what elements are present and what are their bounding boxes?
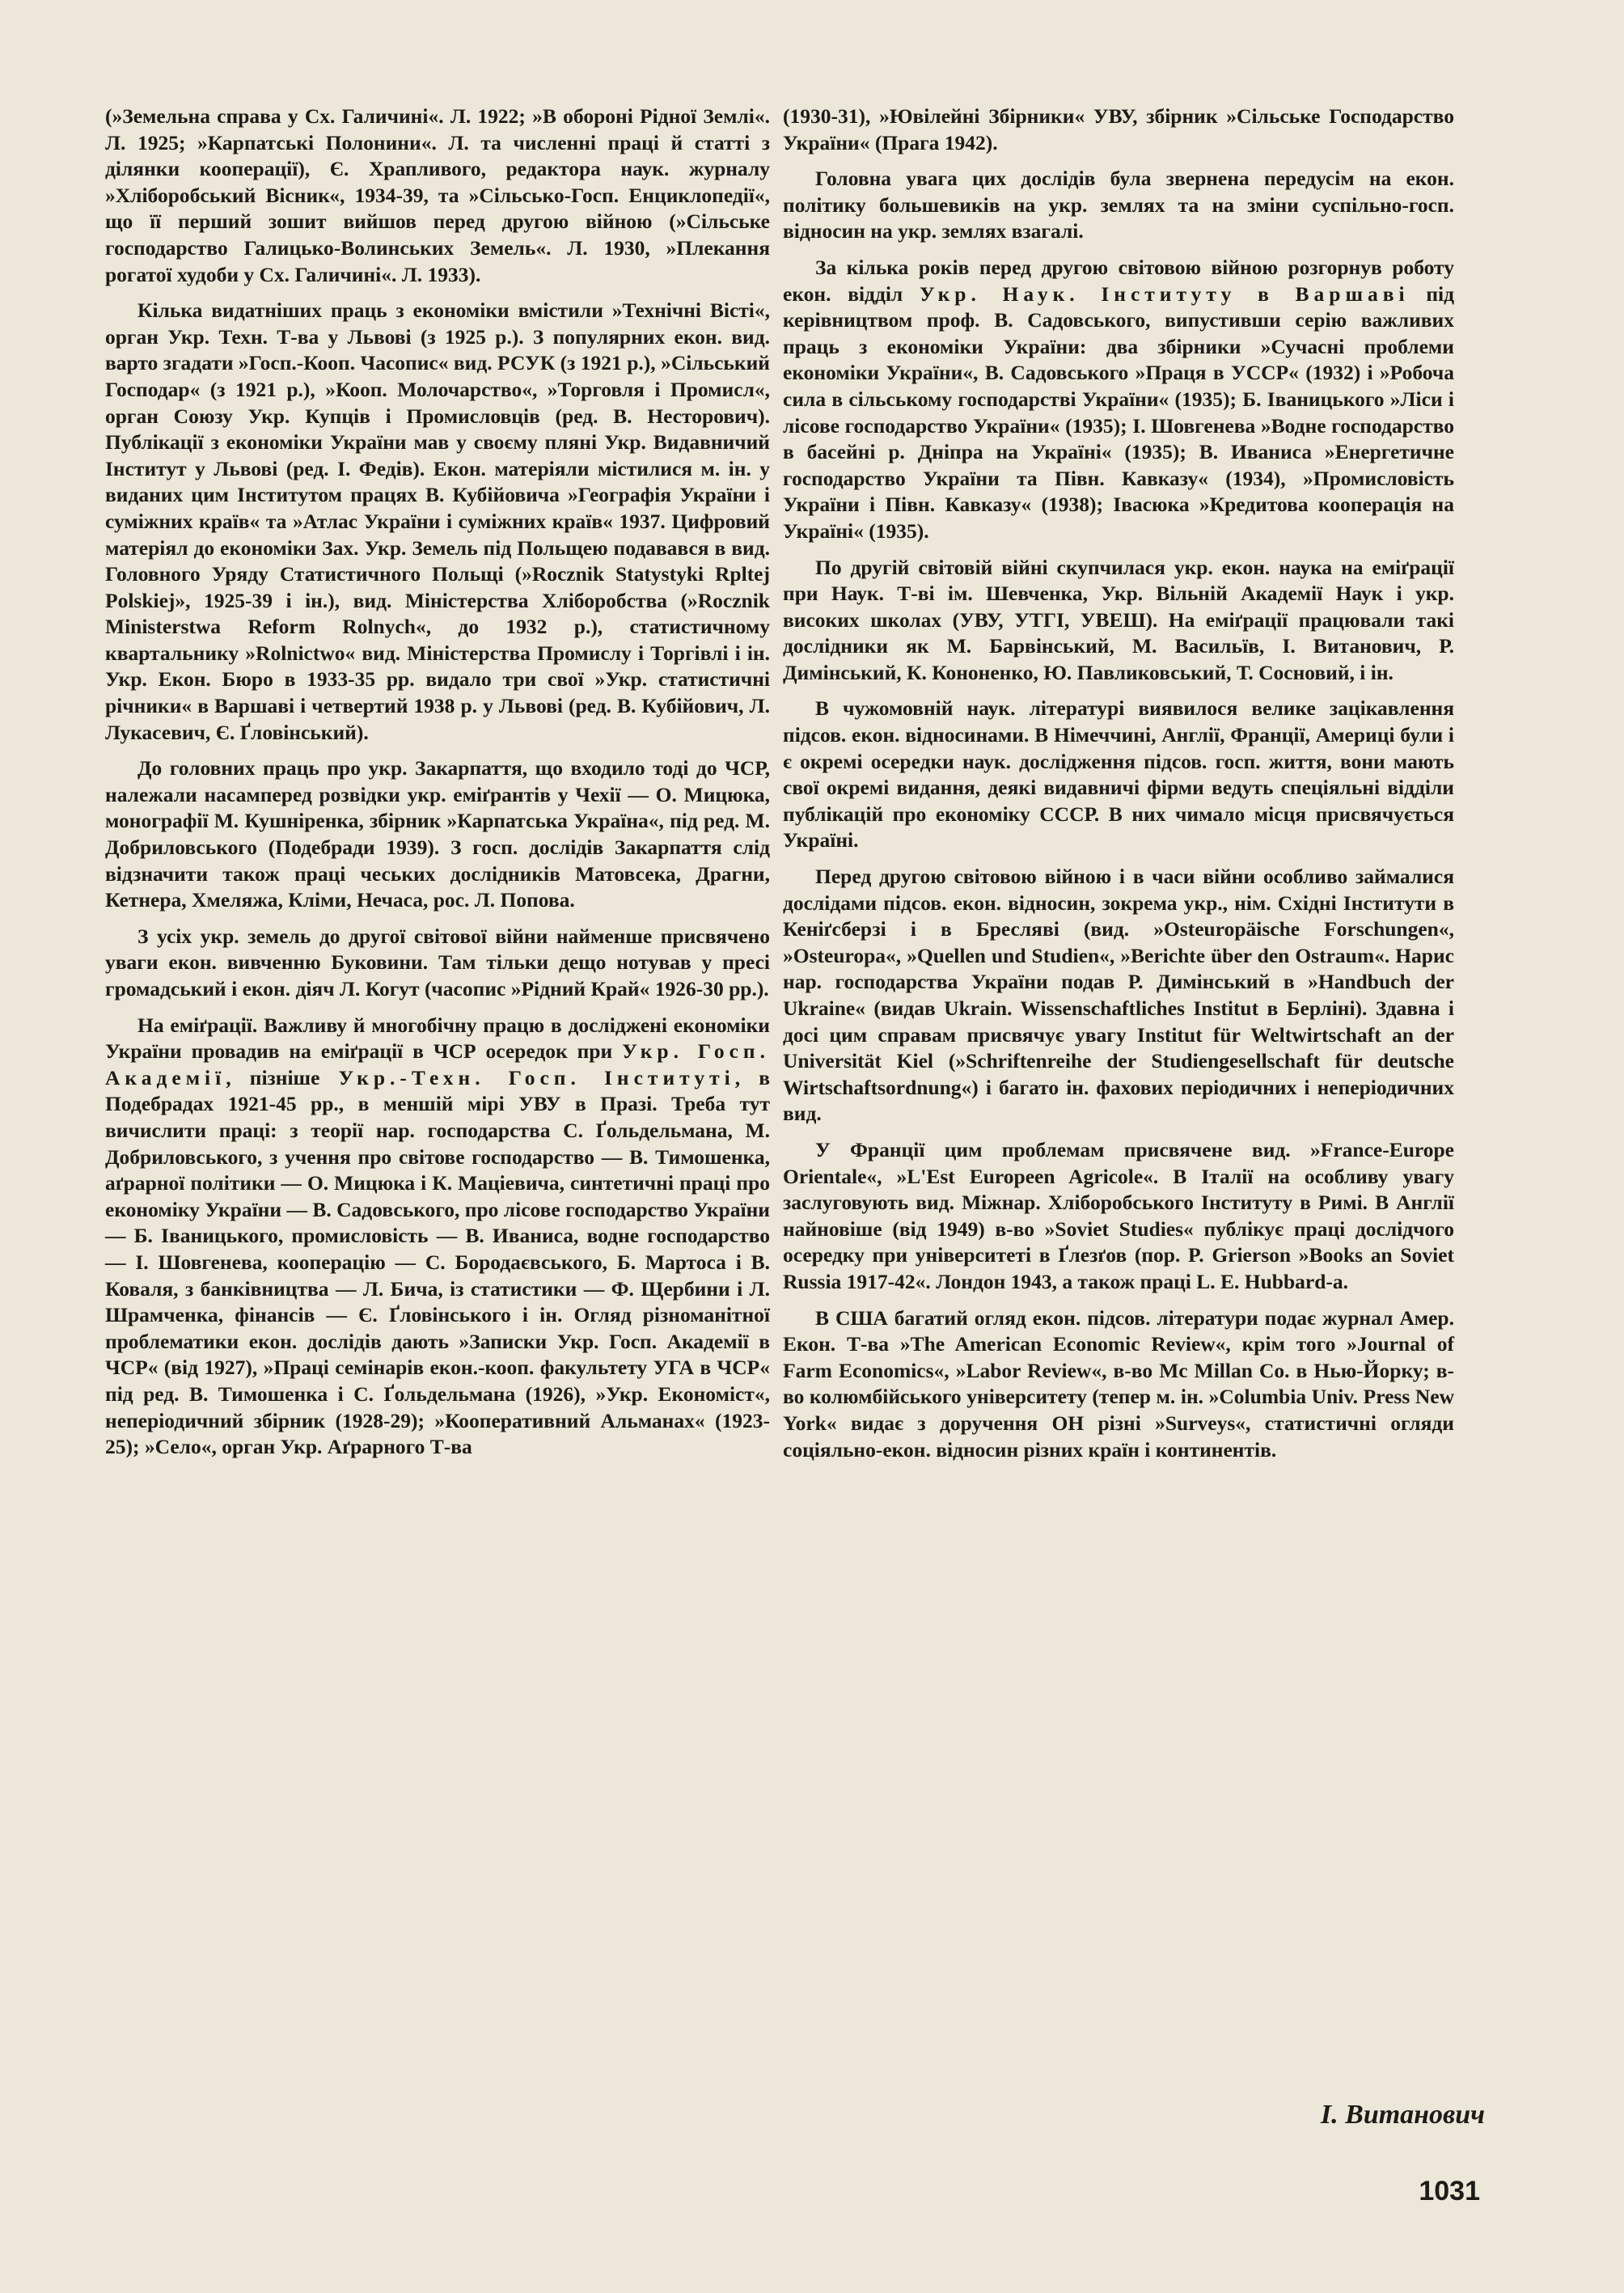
paragraph-r1: (1930-31), »Ювілейні Збірники« УВУ, збірник »Сільське Господарство України« (Прага 1942). [783, 104, 1454, 154]
paragraph-r5: В чужомовній наук. літературі виявилося велике зацікавлення підсов. екон. відносинами. В Німеччині, Англії, Франції, Америці були і є окремі осередки наук. дослідження підсов. госп. життя, вони мають свої окремі видання, деякі видавничі фірми ведуть спеціяльні відділи публікацій про економіку СССР. В них чимало місця присвячується Україні. [783, 696, 1454, 852]
author-signature: І. Витанович [1320, 2100, 1485, 2130]
right-column [783, 104, 1454, 1473]
paragraph-l3: До головних праць про укр. Закарпаття, що входило тоді до ЧСР, належали насамперед розвідки укр. еміґрантів у Чехії — О. Мицюка, монографії М. Кушніренка, збірник »Карпатська Україна«, під ред. М. Добриловського (Подебради 1939). З госп. дослідів Закарпаття слід відзначити також праці чеських дослідників Матовсека, Драгни, Кетнера, Хмеляжа, Кліми, Нечаса, рос. Л. Попова. [105, 756, 770, 912]
paragraph-r4: По другій світовій війні скупчилася укр. екон. наука на еміґрації при Наук. Т-ві ім. Шевченка, Укр. Вільній Академії Наук і укр. високих школах (УВУ, УТГІ, УВЕШ). На еміґрації працювали такі дослідники як М. Барвінський, М. Васильїв, І. Витанович, Р. Димінський, К. Кононенко, Ю. Павликовський, Т. Сосновий, і ін. [783, 555, 1454, 684]
paragraph-r8: В США багатий огляд екон. підсов. літератури подає журнал Амер. Екон. Т-ва »The American Economic Review«, крім того »Journal of Farm Economics«, »Labor Review«, в-во Mc Millan Co. в Нью-Йорку; в-во колюмбійського університету (тепер м. ін. »Columbia Univ. Press New York« видає з доручення ОН різні »Surveys«, статистичні огляди соціяльно-екон. відносин різних країн і континентів. [783, 1305, 1454, 1462]
paragraph-r2: Головна увага цих дослідів була звернена передусім на екон. політику большевиків на укр. землях та на зміни суспільно-госп. відносин на укр. землях взагалі. [783, 167, 1454, 243]
spaced-name: Укр. Госп. Академії [105, 1039, 770, 1089]
paragraph-l4: З усіх укр. земель до другої світової війни найменше присвячено уваги екон. вивченню Буковини. Там тільки дещо нотував у пресі громадський і екон. діяч Л. Когут (часопис »Рідний Край« 1926-30 рр.). [105, 924, 770, 1001]
paragraph-r6: Перед другою світовою війною і в часи війни особливо займалися дослідами підсов. екон. відносин, зокрема укр., нім. Східні Інститути в Кеніґсберзі і в Бресляві (вид. »Osteuropäische Forschungen«, »Osteuropa«, »Quellen und Studien«, »Berichte über den Ostraum«. Нарис нар. господарства України подав Р. Димінський в »Handbuch der Ukraine« (видав Ukrain. Wissenschaftliches Institut в Берліні). Здавна і досі цим справам присвячує увагу Institut für Weltwirtschaft an der Universität Kiel (»Schriftenreihe der Studiengesellschaft für deutsche Wirtschaftsordnung«) і багато ін. фахових періодичних і неперіодичних вид. [783, 865, 1454, 1126]
spaced-name: Укр.-Техн. Госп. Інституті [338, 1065, 735, 1089]
paragraph-l1: (»Земельна справа у Сх. Галичині«. Л. 1922; »В обороні Рідної Землі«. Л. 1925; »Карпатські Полонини«. Л. та численні праці й статті з ділянки кооперації), Є. Храпливого, редактора наук. журналу »Хліборобський Вісник«, 1934-39, та »Сільсько-Госп. Енциклопедії«, що її перший зошит вийшов перед другою війною (»Сільське господарство Галицько-Волинських Земель«. Л. 1930, »Плекання рогатої худоби у Сх. Галичині«. Л. 1933). [105, 104, 770, 286]
paragraph-r3: За кілька років перед другою світовою війною розгорнув роботу екон. відділ Укр. Наук. Інституту в Варшаві під керівництвом проф. В. Садовського, випустивши серію важливих праць з економіки України: два збірники »Сучасні проблеми економіки України«, В. Садовського »Праця в УССР« (1932) і »Робоча сила в сільському господарстві України« (1935); Б. Іваницького »Ліси і лісове господарство України« (1935); І. Шовгенева »Водне господарство в басейні р. Дніпра на Україні« (1935); В. Иваниса »Енергетичне господарство України та Півн. Кавказу« (1934), »Промисловість України і Півн. Кавказу« (1938); Івасюка »Кредитова кооперація на Україні« (1935). [783, 255, 1455, 543]
spaced-name: Укр. Наук. Інституту в Варшаві [919, 281, 1410, 306]
paragraph-l5: На еміґрації. Важливу й многобічну працю в досліджені економіки України провадив на еміґрації в ЧСР осередок при Укр. Госп. Академії, пізніше Укр.-Техн. Госп. Інституті, в Подебрадах 1921-45 рр., в меншій мірі УВУ в Празі. Треба тут вичислити праці: з теорії нар. господарства С. Ґольдельмана, М. Добриловського, з учення про світове господарство — В. Тимошенка, аґрарної політики — О. Мицюка і К. Маціевича, синтетичні праці про економіку України — В. Садовського, про лісове господарство України — Б. Іваницького, промисловість — В. Иваниса, водне господарство — І. Шовгенева, кооперацію — С. Бородаєвського, Б. Мартоса і В. Коваля, з банківництва — Л. Бича, із статистики — Ф. Щербини і Л. Шрамченка, фінансів — Є. Ґловінського і ін. Огляд різноманітної проблематики екон. дослідів дають »Записки Укр. Госп. Академії в ЧСР« (від 1927), »Праці семінарів екон.-кооп. факультету УГА в ЧСР« під ред. В. Тимошенка і С. Ґольдельмана (1926), »Укр. Економіст«, неперіодичний збірник (1928-29); »Кооперативний Альманах« (1923-25); »Село«, орган Укр. Аґрарного Т-ва [105, 1013, 770, 1459]
paragraph-r7: У Франції цим проблемам присвячене вид. »France-Europe Orientale«, »L'Est Europeen Agricole«. В Італії на особливу увагу заслуговують вид. Міжнар. Хліборобського Інституту в Римі. В Англії найновіше (від 1949) в-во »Soviet Studies« публікує праці дослідчого осередку при університеті в Ґлезґов (пор. P. Grierson »Books an Soviet Russia 1917-42«. Лондон 1943, а також праці L. E. Hubbard-a. [783, 1137, 1454, 1293]
paragraph-l2: Кілька видатніших праць з економіки вмістили »Технічні Вісті«, орган Укр. Техн. Т-ва у Львові (з 1925 р.). З популярних екон. вид. варто згадати »Госп.-Кооп. Часопис« вид. РСУК (з 1921 р.), »Сільський Господар« (з 1921 р.), »Кооп. Молочарство«, »Торговля і Промисл«, орган Союзу Укр. Купців і Промисловців (ред. В. Несторович). Публікації з економіки України мав у своєму пляні Укр. Видавничий Інститут у Львові (ред. І. Федів). Екон. матеріяли містилися м. ін. у виданих цим Інститутом працях В. Кубійовича »Географія України і суміжних країв« та »Атлас України і суміжних країв« 1937. Цифровий матеріял до економіки Зах. Укр. Земель під Польщею подавався в вид. Головного Уряду Статистичного Польщі (»Rocznik Statystyki Rpltej Polskiej», 1925-39 і ін.), вид. Міністерства Хліборобства (»Rocznik Ministerstwa Reform Rolnych«, до 1932 р.), статистичному квартальнику »Rolnictwo« вид. Міністерства Промислу і Торгівлі і ін. Укр. Екон. Бюро в 1933-35 рр. видало три свої »Укр. статистичні річники« в Варшаві і четвертий 1938 р. у Львові (ред. В. Кубійович, Л. Лукасевич, Є. Ґловінський). [105, 298, 770, 744]
left-column [105, 104, 770, 1470]
section-lead: На еміґрації. [137, 1013, 258, 1037]
page-number: 1031 [1419, 2176, 1480, 2206]
